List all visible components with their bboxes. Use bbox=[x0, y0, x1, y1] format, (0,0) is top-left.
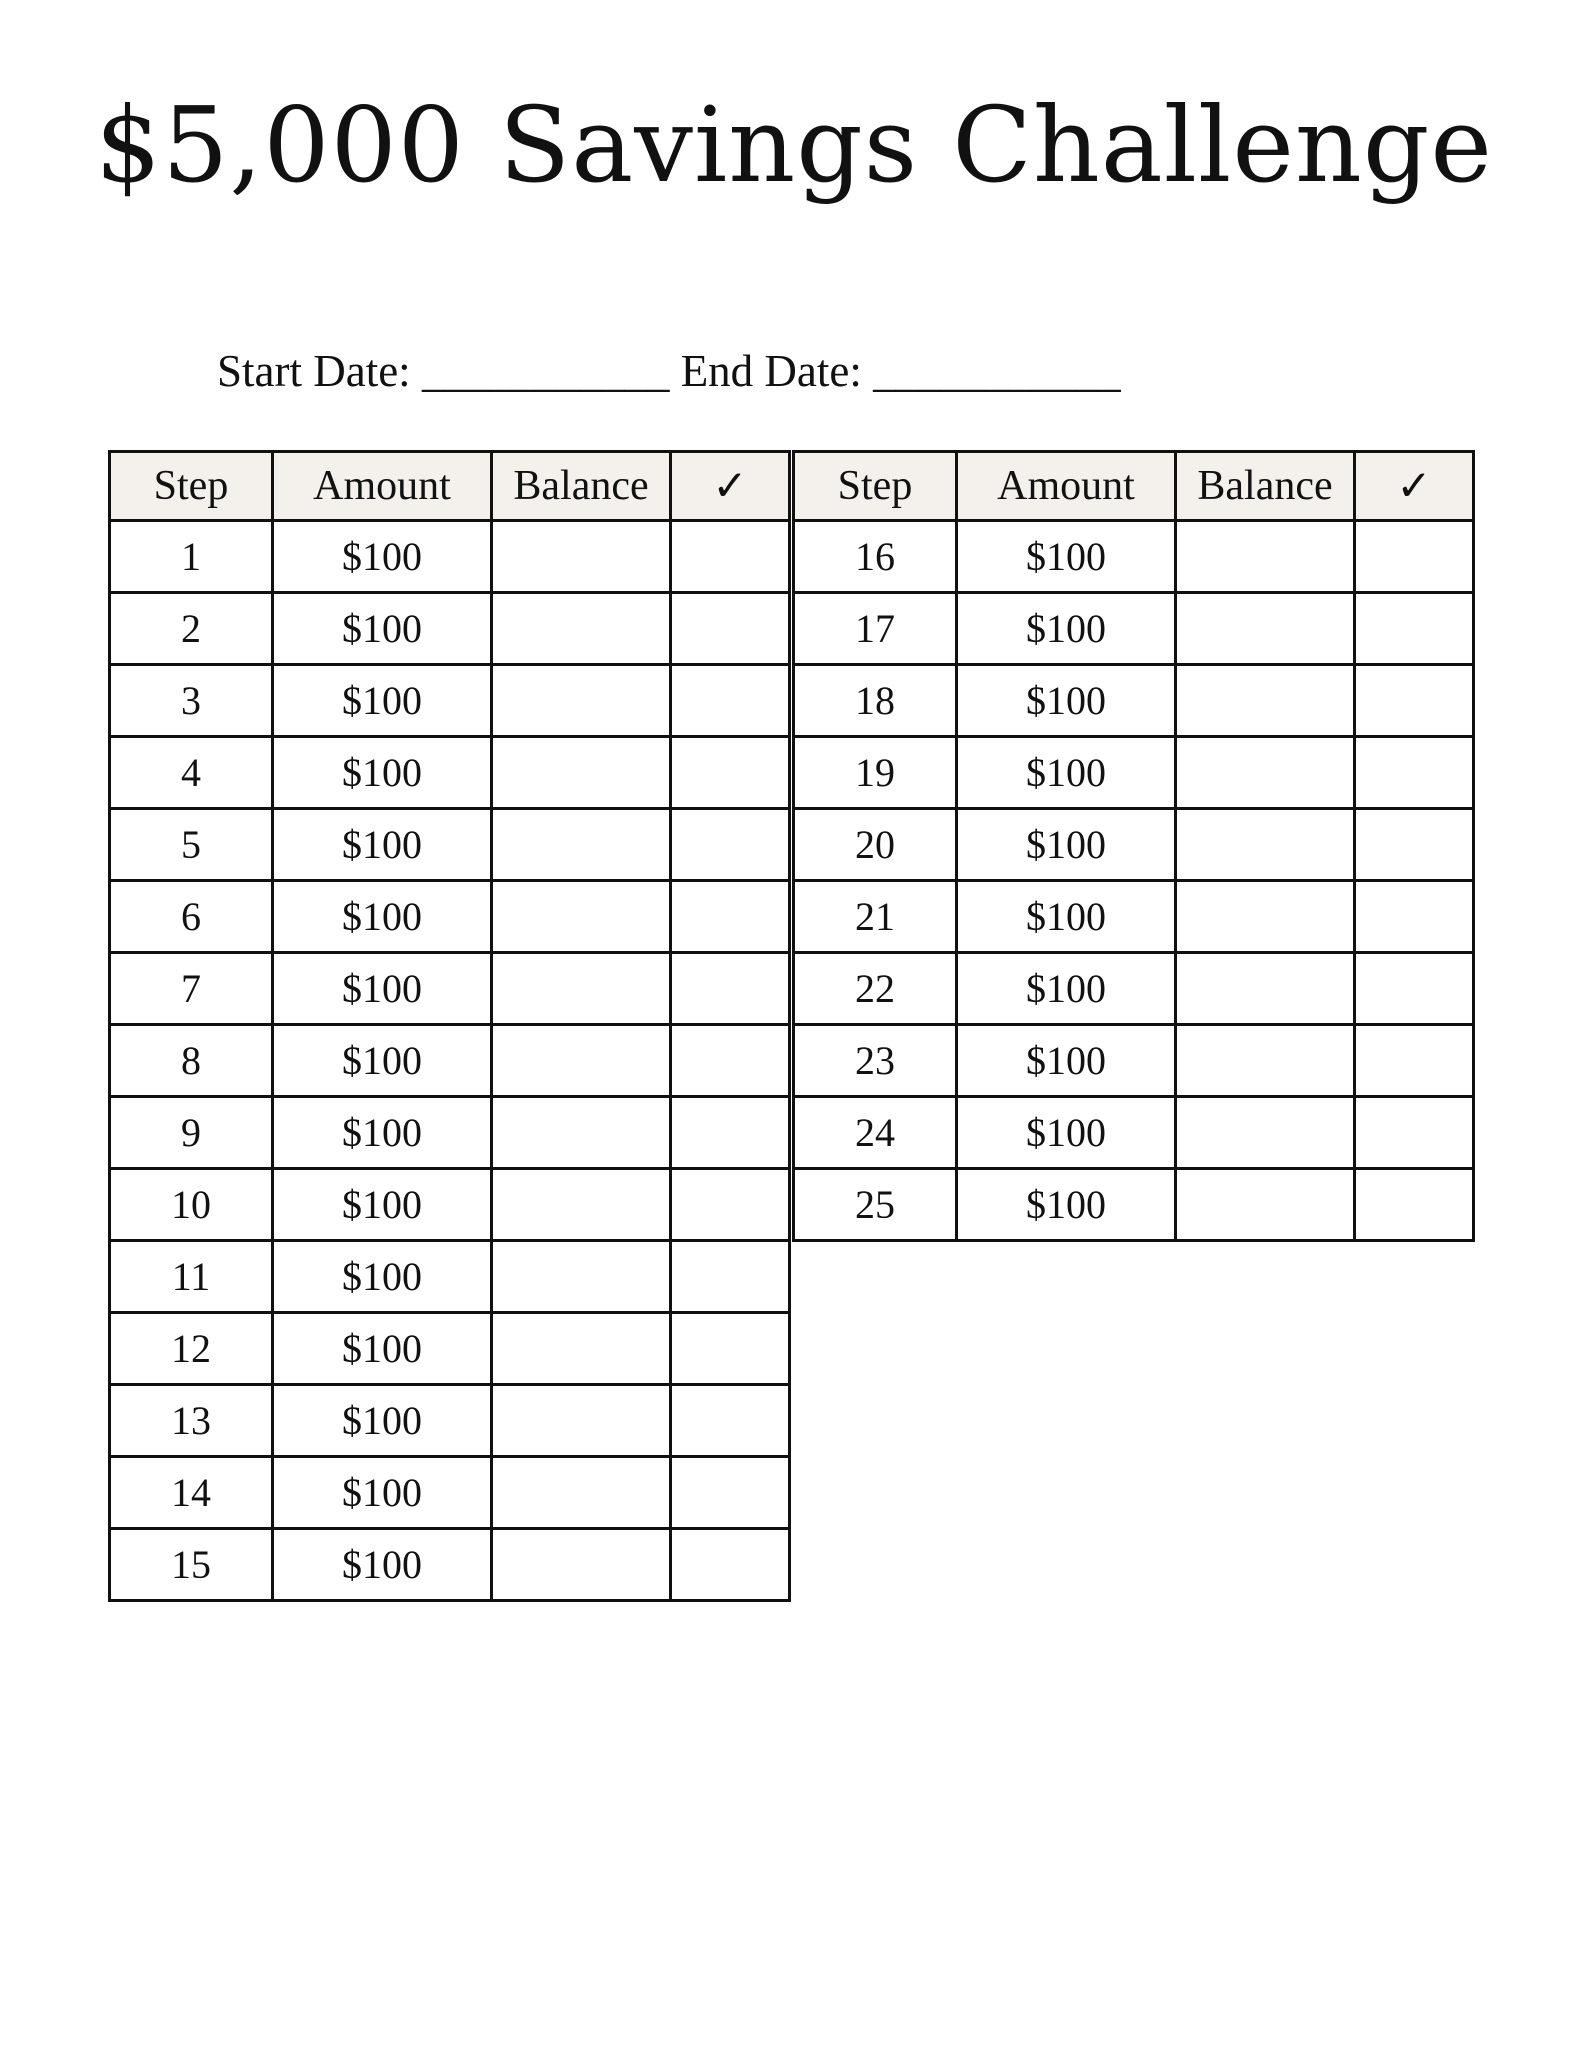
amount-cell: $100 bbox=[957, 665, 1176, 737]
amount-cell: $100 bbox=[273, 1097, 492, 1169]
table-row bbox=[110, 881, 790, 953]
header-check-icon: ✓ bbox=[671, 452, 790, 521]
checkbox-cell[interactable] bbox=[671, 1457, 790, 1529]
balance-cell[interactable] bbox=[492, 1025, 671, 1097]
balance-cell[interactable] bbox=[1176, 593, 1355, 665]
balance-cell[interactable] bbox=[492, 1385, 671, 1457]
amount-cell: $100 bbox=[273, 881, 492, 953]
table-row bbox=[794, 881, 1474, 953]
step-cell: 12 bbox=[110, 1313, 273, 1385]
header-amount: Amount bbox=[957, 452, 1176, 521]
step-cell: 15 bbox=[110, 1529, 273, 1601]
step-cell: 9 bbox=[110, 1097, 273, 1169]
amount-cell: $100 bbox=[273, 1241, 492, 1313]
step-cell: 16 bbox=[794, 521, 957, 593]
checkbox-cell[interactable] bbox=[671, 1169, 790, 1241]
balance-cell[interactable] bbox=[492, 953, 671, 1025]
step-cell: 20 bbox=[794, 809, 957, 881]
table-row bbox=[110, 1385, 790, 1457]
step-cell: 6 bbox=[110, 881, 273, 953]
table-row bbox=[110, 1097, 790, 1169]
table-row bbox=[794, 737, 1474, 809]
balance-cell[interactable] bbox=[1176, 881, 1355, 953]
table-header-row bbox=[794, 452, 1474, 521]
savings-table-right bbox=[792, 450, 1475, 1242]
step-cell: 4 bbox=[110, 737, 273, 809]
header-step: Step bbox=[794, 452, 957, 521]
amount-cell: $100 bbox=[273, 1385, 492, 1457]
header-step: Step bbox=[110, 452, 273, 521]
page-title: $5,000 Savings Challenge bbox=[95, 84, 1493, 206]
checkbox-cell[interactable] bbox=[671, 809, 790, 881]
checkbox-cell[interactable] bbox=[1355, 737, 1474, 809]
checkbox-cell[interactable] bbox=[1355, 881, 1474, 953]
checkbox-cell[interactable] bbox=[1355, 809, 1474, 881]
balance-cell[interactable] bbox=[1176, 1097, 1355, 1169]
amount-cell: $100 bbox=[273, 1313, 492, 1385]
amount-cell: $100 bbox=[273, 953, 492, 1025]
checkbox-cell[interactable] bbox=[671, 953, 790, 1025]
checkbox-cell[interactable] bbox=[1355, 1169, 1474, 1241]
balance-cell[interactable] bbox=[492, 593, 671, 665]
step-cell: 1 bbox=[110, 521, 273, 593]
balance-cell[interactable] bbox=[1176, 809, 1355, 881]
table-row bbox=[794, 593, 1474, 665]
checkbox-cell[interactable] bbox=[1355, 1025, 1474, 1097]
checkbox-cell[interactable] bbox=[671, 1385, 790, 1457]
amount-cell: $100 bbox=[273, 1169, 492, 1241]
checkbox-cell[interactable] bbox=[671, 1529, 790, 1601]
date-fields-line[interactable]: Start Date: ___________ End Date: ___________ bbox=[217, 346, 1121, 396]
balance-cell[interactable] bbox=[1176, 1025, 1355, 1097]
checkbox-cell[interactable] bbox=[671, 593, 790, 665]
header-balance: Balance bbox=[1176, 452, 1355, 521]
step-cell: 13 bbox=[110, 1385, 273, 1457]
step-cell: 17 bbox=[794, 593, 957, 665]
amount-cell: $100 bbox=[957, 1025, 1176, 1097]
checkbox-cell[interactable] bbox=[1355, 1097, 1474, 1169]
table-row bbox=[110, 593, 790, 665]
table-row bbox=[110, 1313, 790, 1385]
balance-cell[interactable] bbox=[492, 1097, 671, 1169]
step-cell: 22 bbox=[794, 953, 957, 1025]
balance-cell[interactable] bbox=[1176, 1169, 1355, 1241]
checkbox-cell[interactable] bbox=[671, 1313, 790, 1385]
checkbox-cell[interactable] bbox=[671, 1025, 790, 1097]
balance-cell[interactable] bbox=[492, 665, 671, 737]
amount-cell: $100 bbox=[273, 1529, 492, 1601]
amount-cell: $100 bbox=[273, 1457, 492, 1529]
balance-cell[interactable] bbox=[1176, 737, 1355, 809]
table-row bbox=[110, 1457, 790, 1529]
table-row bbox=[794, 1169, 1474, 1241]
table-row bbox=[110, 1169, 790, 1241]
balance-cell[interactable] bbox=[492, 521, 671, 593]
checkbox-cell[interactable] bbox=[1355, 593, 1474, 665]
table-row bbox=[794, 665, 1474, 737]
step-cell: 23 bbox=[794, 1025, 957, 1097]
amount-cell: $100 bbox=[273, 737, 492, 809]
amount-cell: $100 bbox=[273, 665, 492, 737]
step-cell: 21 bbox=[794, 881, 957, 953]
step-cell: 10 bbox=[110, 1169, 273, 1241]
amount-cell: $100 bbox=[957, 809, 1176, 881]
balance-cell[interactable] bbox=[492, 1169, 671, 1241]
balance-cell[interactable] bbox=[1176, 521, 1355, 593]
step-cell: 24 bbox=[794, 1097, 957, 1169]
checkbox-cell[interactable] bbox=[1355, 521, 1474, 593]
step-cell: 7 bbox=[110, 953, 273, 1025]
checkbox-cell[interactable] bbox=[671, 1241, 790, 1313]
checkbox-cell[interactable] bbox=[671, 737, 790, 809]
amount-cell: $100 bbox=[957, 1169, 1176, 1241]
table-header-row bbox=[110, 452, 790, 521]
checkbox-cell[interactable] bbox=[671, 1097, 790, 1169]
table-row bbox=[110, 665, 790, 737]
checkbox-cell[interactable] bbox=[671, 881, 790, 953]
balance-cell[interactable] bbox=[492, 1241, 671, 1313]
amount-cell: $100 bbox=[273, 809, 492, 881]
step-cell: 3 bbox=[110, 665, 273, 737]
balance-cell[interactable] bbox=[1176, 953, 1355, 1025]
table-row bbox=[110, 737, 790, 809]
amount-cell: $100 bbox=[957, 737, 1176, 809]
amount-cell: $100 bbox=[273, 1025, 492, 1097]
header-amount: Amount bbox=[273, 452, 492, 521]
amount-cell: $100 bbox=[273, 521, 492, 593]
amount-cell: $100 bbox=[957, 881, 1176, 953]
checkbox-cell[interactable] bbox=[671, 521, 790, 593]
table-row bbox=[110, 521, 790, 593]
table-row bbox=[794, 809, 1474, 881]
table-row bbox=[794, 1097, 1474, 1169]
header-balance: Balance bbox=[492, 452, 671, 521]
table-row bbox=[794, 1025, 1474, 1097]
table-row bbox=[794, 521, 1474, 593]
step-cell: 5 bbox=[110, 809, 273, 881]
step-cell: 2 bbox=[110, 593, 273, 665]
table-row bbox=[110, 953, 790, 1025]
balance-cell[interactable] bbox=[492, 737, 671, 809]
checkbox-cell[interactable] bbox=[1355, 953, 1474, 1025]
table-row bbox=[110, 1241, 790, 1313]
balance-cell[interactable] bbox=[492, 1457, 671, 1529]
balance-cell[interactable] bbox=[492, 881, 671, 953]
amount-cell: $100 bbox=[273, 593, 492, 665]
step-cell: 19 bbox=[794, 737, 957, 809]
step-cell: 8 bbox=[110, 1025, 273, 1097]
savings-table-left bbox=[108, 450, 791, 1602]
balance-cell[interactable] bbox=[492, 1529, 671, 1601]
amount-cell: $100 bbox=[957, 953, 1176, 1025]
amount-cell: $100 bbox=[957, 521, 1176, 593]
checkbox-cell[interactable] bbox=[1355, 665, 1474, 737]
amount-cell: $100 bbox=[957, 593, 1176, 665]
step-cell: 25 bbox=[794, 1169, 957, 1241]
step-cell: 14 bbox=[110, 1457, 273, 1529]
balance-cell[interactable] bbox=[1176, 665, 1355, 737]
balance-cell[interactable] bbox=[492, 1313, 671, 1385]
step-cell: 11 bbox=[110, 1241, 273, 1313]
header-check-icon: ✓ bbox=[1355, 452, 1474, 521]
table-row bbox=[794, 953, 1474, 1025]
table-row bbox=[110, 1025, 790, 1097]
step-cell: 18 bbox=[794, 665, 957, 737]
balance-cell[interactable] bbox=[492, 809, 671, 881]
table-row bbox=[110, 1529, 790, 1601]
checkbox-cell[interactable] bbox=[671, 665, 790, 737]
table-row bbox=[110, 809, 790, 881]
amount-cell: $100 bbox=[957, 1097, 1176, 1169]
